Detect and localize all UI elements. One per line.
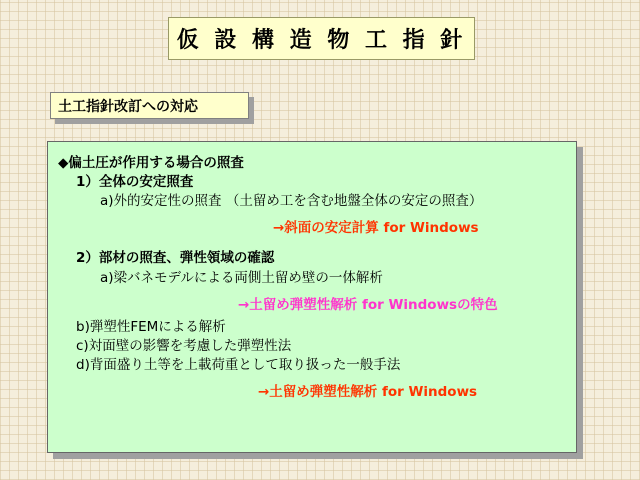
section2-item-b: b)弾塑性FEMによる解析 — [76, 318, 226, 335]
section2-item-c: c)対面壁の影響を考慮した弾塑性法 — [76, 337, 292, 354]
section2-callout-d: →土留め弾塑性解析 for Windows — [258, 384, 478, 401]
section2-label: 2）部材の照査、弾性領域の確認 — [76, 250, 275, 267]
body-heading: ◆偏土圧が作用する場合の照査 — [58, 155, 244, 171]
slide-title-box — [168, 17, 475, 60]
section1-item-a: a)外的安定性の照査 （土留め工を含む地盤全体の安定の照査） — [100, 193, 483, 210]
section2-item-d: d)背面盛り土等を上載荷重として取り扱った一般手法 — [76, 357, 401, 374]
spacer — [58, 236, 566, 249]
section1-label: 1）全体の安定照査 — [76, 174, 194, 191]
section2-callout-a: →土留め弾塑性解析 for Windowsの特色 — [238, 296, 498, 313]
section1-callout: →斜面の安定計算 for Windows — [273, 220, 479, 237]
section2-item-a: a)梁バネモデルによる両側土留め壁の一体解析 — [100, 269, 383, 286]
subheading-box — [50, 92, 249, 119]
page-title: 仮 設 構 造 物 工 指 針 — [176, 28, 467, 53]
content-panel-group — [47, 141, 577, 453]
subheading-label: 土工指針改訂への対応 — [58, 98, 198, 115]
subheading-group — [50, 92, 249, 119]
content-panel — [47, 141, 577, 453]
